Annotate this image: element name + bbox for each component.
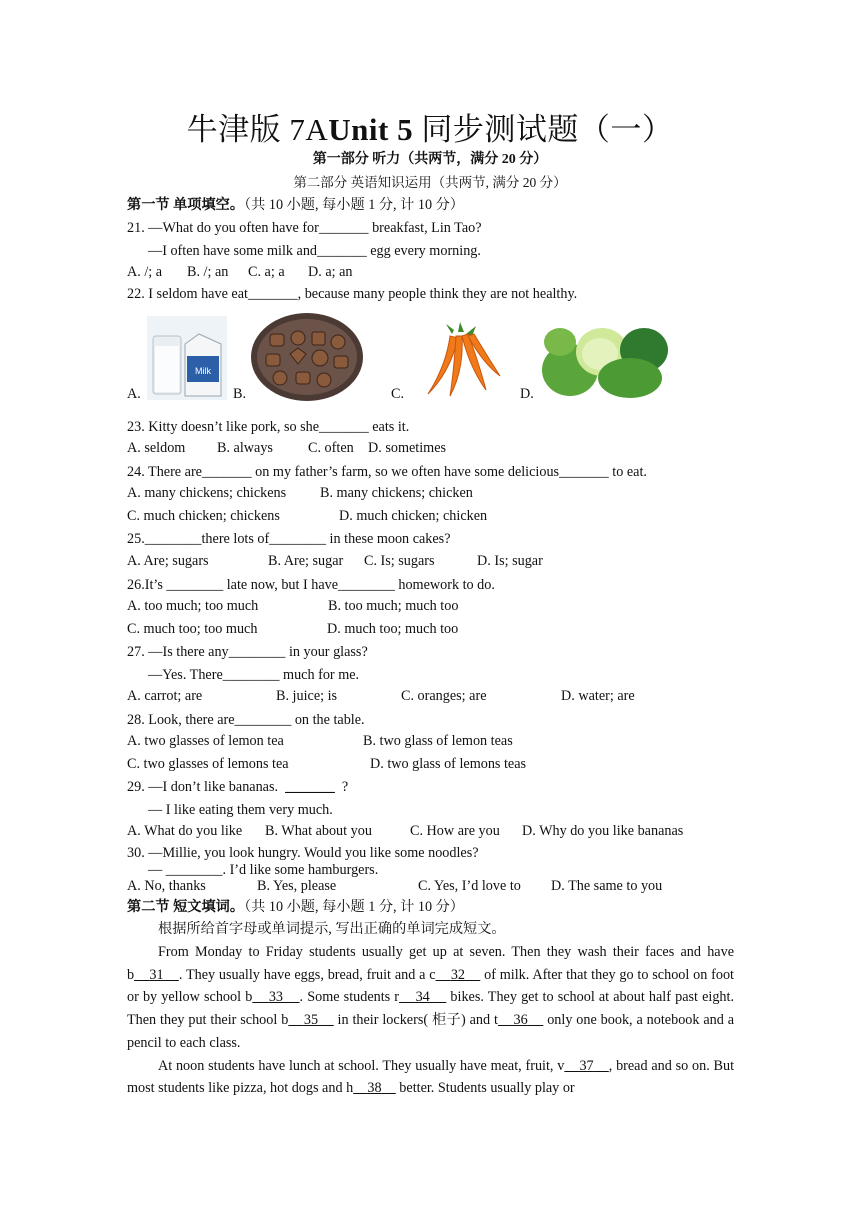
q30-option-d: D. The same to you <box>551 878 663 894</box>
vegetables-icon <box>540 312 672 402</box>
q21-option-b: B. /; an <box>187 264 229 280</box>
q24-option-c: C. much chicken; chickens <box>127 508 280 524</box>
milk-carton-icon <box>147 316 227 400</box>
section2-instruction: 根据所给首字母或单词提示, 写出正确的单词完成短文。 <box>158 921 506 937</box>
q21-option-c: C. a; a <box>248 264 285 280</box>
q29-option-c: C. How are you <box>410 823 500 839</box>
q25-stem: 25.________there lots of________ in these moon cakes? <box>127 531 451 547</box>
q29-option-b: B. What about you <box>265 823 372 839</box>
q27-option-d: D. water; are <box>561 688 635 704</box>
q23-option-a: A. seldom <box>127 440 186 456</box>
q21-option-a: A. /; a <box>127 264 163 280</box>
q24-option-d: D. much chicken; chicken <box>339 508 488 524</box>
q25-option-d: D. Is; sugar <box>477 553 543 569</box>
q30-reply: — ________. I’d like some hamburgers. <box>148 862 379 878</box>
q30-option-a: A. No, thanks <box>127 878 206 894</box>
section2-heading: 第二节 短文填词。（共 10 小题, 每小题 1 分, 计 10 分） <box>127 899 464 915</box>
q27-option-b: B. juice; is <box>276 688 338 704</box>
q25-option-b: B. Are; sugar <box>268 553 344 569</box>
q22-option-b: B. <box>233 386 247 402</box>
q26-option-d: D. much too; much too <box>327 621 459 637</box>
chocolate-box-icon <box>250 312 364 402</box>
q22-option-d: D. <box>520 386 534 402</box>
q27-option-c: C. oranges; are <box>401 688 487 704</box>
q24-option-b: B. many chickens; chicken <box>320 485 473 501</box>
q29-option-a: A. What do you like <box>127 823 243 839</box>
q28-option-a: A. two glasses of lemon tea <box>127 733 284 749</box>
q26-stem: 26.It’s ________ late now, but I have________ homework to do. <box>127 577 495 593</box>
q22-stem: 22. I seldom have eat_______, because many people think they are not healthy. <box>127 286 578 302</box>
passage-paragraph-1: From Monday to Friday students usually get up at seven. Then they wash their faces and have b 31 . They usually have eggs, bread, fruit and a c 32 of milk. After that they go to school on foot or by yellow school b 33 . Some students r 34 bikes. They get to school at about half past eight. Then they put their school b 35 in their lockers( 柜子) and t 36 only one book, a notebook and a pencil to each class. At noon students have lunch at school. They usually have meat, fruit, v 37 , bread and so on. But most students like pizza, hot dogs and h 38 better. Students usually play or <box>127 944 735 1097</box>
q22-option-c: C. <box>391 386 405 402</box>
q23-option-c: C. often <box>308 440 354 456</box>
q29-stem: 29. —I don’t like bananas. _______ ? <box>127 779 349 795</box>
q25-option-a: A. Are; sugars <box>127 553 209 569</box>
q23-stem: 23. Kitty doesn’t like pork, so she_______ eats it. <box>127 419 410 435</box>
q28-stem: 28. Look, there are________ on the table. <box>127 712 365 728</box>
q27-option-a: A. carrot; are <box>127 688 203 704</box>
q28-option-c: C. two glasses of lemons tea <box>127 756 289 772</box>
q24-stem: 24. There are_______ on my father’s farm, so we often have some delicious_______ to eat. <box>127 464 647 480</box>
q23-option-d: D. sometimes <box>368 440 447 456</box>
q21-option-d: D. a; an <box>308 264 353 280</box>
q27-stem: 27. —Is there any________ in your glass? <box>127 644 368 660</box>
q28-option-b: B. two glass of lemon teas <box>363 733 513 749</box>
q22-option-a: A. <box>127 386 141 402</box>
q29-reply: — I like eating them very much. <box>148 802 333 818</box>
q26-option-a: A. too much; too much <box>127 598 259 614</box>
page-title: 牛津版 7AUnit 5 同步测试题（一） <box>186 112 674 147</box>
q30-option-c: C. Yes, I’d love to <box>418 878 521 894</box>
q27-reply: —Yes. There________ much for me. <box>148 667 360 683</box>
q23-option-b: B. always <box>217 440 273 456</box>
q24-option-a: A. many chickens; chickens <box>127 485 287 501</box>
carrots-icon <box>412 322 505 400</box>
q26-option-c: C. much too; too much <box>127 621 258 637</box>
q30-stem: 30. —Millie, you look hungry. Would you like some noodles? <box>127 845 479 861</box>
q30-option-b: B. Yes, please <box>257 878 337 894</box>
part2-heading: 第二部分 英语知识运用（共两节, 满分 20 分） <box>293 175 567 190</box>
q26-option-b: B. too much; much too <box>328 598 459 614</box>
q29-option-d: D. Why do you like bananas <box>522 823 684 839</box>
q25-option-c: C. Is; sugars <box>364 553 435 569</box>
svg-text:Milk: Milk <box>195 366 211 376</box>
section1-heading: 第一节 单项填空。（共 10 小题, 每小题 1 分, 计 10 分） <box>127 197 464 213</box>
q28-option-d: D. two glass of lemons teas <box>370 756 527 772</box>
q21-stem: 21. —What do you often have for_______ breakfast, Lin Tao? <box>127 220 482 236</box>
q21-reply: —I often have some milk and_______ egg every morning. <box>148 243 481 259</box>
part1-heading: 第一部分 听力（共两节，满分 20 分） <box>312 152 548 167</box>
